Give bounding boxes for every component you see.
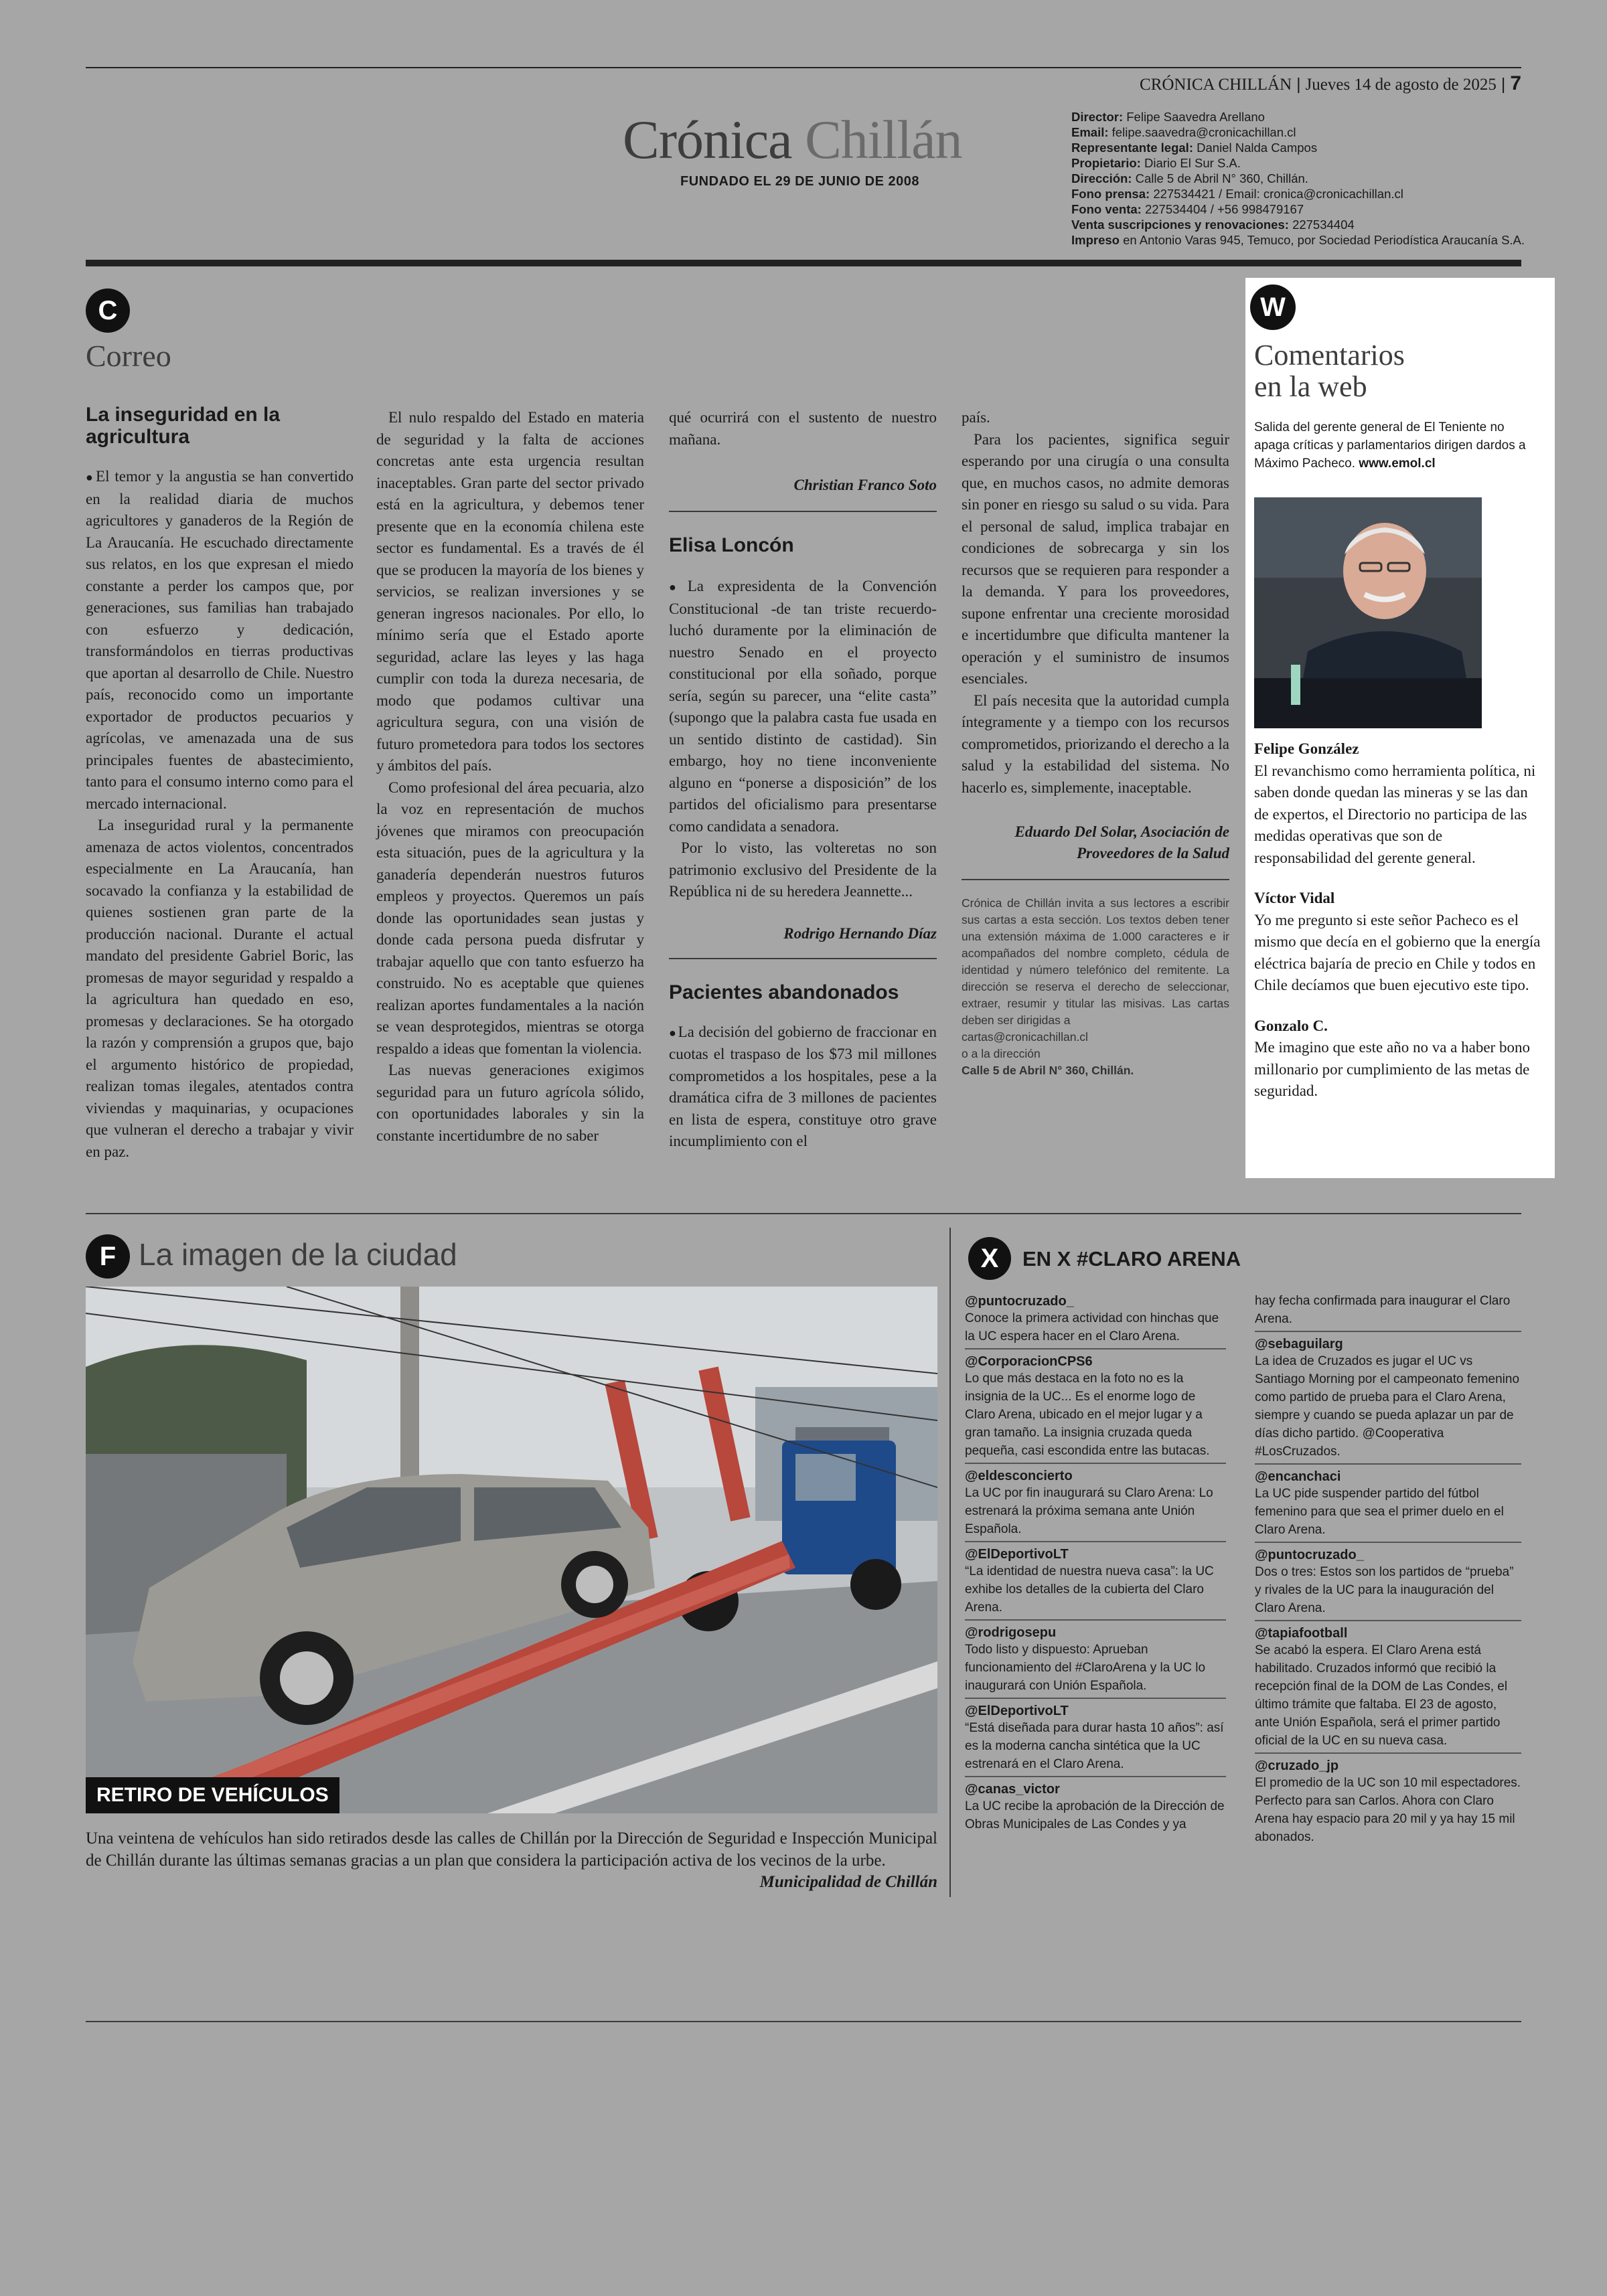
tweet-text: Conoce la primera actividad con hinchas que la UC espera hacer en el Claro Arena.: [965, 1311, 1219, 1343]
tow-truck-photo-image: [86, 1287, 937, 1813]
tweet-text: La UC recibe la aprobación de la Dirección de Obras Municipales de Las Condes y ya: [965, 1799, 1225, 1831]
letter-1-paragraph: El nulo respaldo del Estado en materia de seguridad y la falta de acciones concretas ante esta urgencia resultan inaceptables. Gran parte del sector privado está en la agricultura, y debemos tener presente que en la economía chilena este sector es fundamental. Es a través de él que se producen la mayoría de los bienes y servicios, se realizan inversiones y se generan ingresos nacionales. Por ello, lo mínimo sería que el Estado aporte seguridad, aclare las leyes y las haga cumplir con toda la dureza necesaria, de modo que podamos cultivar una agricultura segura, con una visión de futuro prometedora para todos los sectores y ámbitos del país.: [376, 409, 644, 774]
tweet-handle[interactable]: @CorporacionCPS6: [965, 1354, 1093, 1369]
letter-1-paragraph: qué ocurrirá con el sustento de nuestro mañana.: [669, 409, 937, 448]
photo-caption-tag: RETIRO DE VEHÍCULOS: [86, 1777, 339, 1813]
tweet-text: hay fecha confirmada para inaugurar el Claro Arena.: [1255, 1294, 1511, 1326]
tweet-divider: [965, 1541, 1226, 1542]
tweet-divider: [1255, 1542, 1521, 1543]
logo-cronica: Crónica: [623, 109, 792, 170]
correo-column-1: [86, 404, 354, 1163]
tweet-handle[interactable]: @cruzado_jp: [1255, 1758, 1339, 1773]
notice-or: o a la dirección: [962, 1047, 1041, 1060]
bottom-rule: [86, 2021, 1521, 2022]
notice-text: Crónica de Chillán invita a sus lectores a escribir sus cartas a esta sección. Los textos deben tener una extensión máxima de 1.000 caracteres e ir acompañados del nombre completo, cédula de identidad y número telefónico del remitente. La dirección se reserva el derecho de seleccionar, extraer, resumir y titular las misivas. Las cartas deben ser dirigidas a: [962, 896, 1229, 1027]
correo-badge: C: [86, 289, 130, 333]
column-divider: [949, 1228, 951, 1897]
staff-line: [1071, 155, 1527, 171]
letter-2-title: Elisa Loncón: [669, 534, 794, 556]
letter-3-paragraph: ● La decisión del gobierno de fraccionar en cuotas el traspaso de los $73 mil millones comprometidos a los hospitales, pese a la dramática cifra de 3 millones de pacientes en lista de espera, constituye otro grave incumplimiento con el: [669, 1021, 937, 1153]
web-source-link[interactable]: www.emol.cl: [1359, 457, 1436, 471]
notice-email[interactable]: cartas@cronicachillan.cl: [962, 1030, 1088, 1044]
correo-column-3: [669, 407, 937, 1153]
tweet-handle[interactable]: @ElDeportivoLT: [965, 1547, 1069, 1562]
letter-divider: [669, 511, 937, 512]
folio-name: CRÓNICA CHILLÁN: [1140, 76, 1292, 94]
letter-3-paragraph: Para los pacientes, significa seguir esperando por una cirugía o una consulta que, en muchos casos, no admite demoras sin poner en riesgo su salud o su vida. Para el personal de salud, implica trabajar en condiciones de sobrecarga y sin los recursos que se requieren para responder a la demanda. Y para los proveedores, supone enfrentar una creciente morosidad e incertidumbre que dificulta mantener la operación y el suministro de insumos esenciales.: [962, 430, 1229, 687]
letter-1-paragraph: ● El temor y la angustia se han convertido en la realidad diaria de muchos agricultores y ganaderos de la Región de La Araucanía. He escuchado directamente sus relatos, en los que expresan el miedo constante a perder los campos que, por generaciones, sus familias han trabajado con esfuerzo y dedicación, transformándolos en tierras productivas que aportan al desarrollo de Chile. Nuestro país, reconocido como un importante exportador de productos pecuarios y agrícolas, ve amenazada una de sus principales fuentes de abastecimiento, tanto para el consumo interno como para el mercado internacional.: [86, 466, 354, 815]
staff-line: [1071, 201, 1527, 217]
city-photo: [86, 1287, 937, 1813]
web-title-line-1: Comentarios: [1254, 339, 1405, 372]
tweet-handle[interactable]: @canas_victor: [965, 1782, 1060, 1797]
tweet-text: La idea de Cruzados es jugar el UC vs Santiago Morning por el campeonato femenino como partido de prueba para el Claro Arena, siempre y cuando se pueda aplazar un par de días dicho partido. @Cooperativa #LosCruzados.: [1255, 1354, 1520, 1459]
tweet-handle[interactable]: @puntocruzado_: [1255, 1548, 1364, 1562]
correo-column-2: [376, 407, 644, 1147]
staff-label: Email:: [1071, 125, 1109, 139]
letter-3-signature-line-2: Proveedores de la Salud: [1076, 845, 1229, 862]
staff-box: [1071, 109, 1527, 248]
staff-label: Venta suscripciones y renovaciones:: [1071, 218, 1289, 232]
tweet-divider: [1255, 1331, 1521, 1332]
tweet-handle[interactable]: @tapiafootball: [1255, 1626, 1348, 1641]
staff-label: Impreso: [1071, 233, 1120, 247]
web-intro-text: Salida del gerente general de El Teniente no apaga críticas y parlamentarios dirigen dardos a Máximo Pacheco.: [1254, 420, 1526, 471]
web-badge: W: [1250, 284, 1296, 330]
staff-line: [1071, 125, 1527, 140]
tweet-text: “Está diseñada para durar hasta 10 años”: así es la moderna cancha sintética que la UC estrenará en el Claro Arena.: [965, 1721, 1224, 1771]
page-number: 7: [1510, 72, 1521, 94]
masthead-logo: [623, 108, 962, 171]
staff-line: [1071, 217, 1527, 232]
tweet-handle[interactable]: @eldesconcierto: [965, 1469, 1073, 1483]
letter-2-signature: Rodrigo Hernando Díaz: [783, 924, 937, 942]
tweet-divider: [1255, 1620, 1521, 1621]
letter-1-title: La inseguridad en la agricultura: [86, 404, 281, 448]
web-comments-box: [1245, 278, 1555, 1178]
tweet-handle[interactable]: @rodrigosepu: [965, 1625, 1057, 1640]
commenter-name: Gonzalo C.: [1254, 1017, 1328, 1034]
letter-1-paragraph: Como profesional del área pecuaria, alzo la voz en representación de muchos jóvenes que miramos con preocupación esta situación, pues de la agricultura y la ganadería dependerán nuestros futuros empleos y proyectos. Queremos un país donde las oportunidades sean justas y donde cada persona pueda disfrutar y trabajar aquello que con tanto esfuerzo ha construido. No es aceptable que quienes realizan aportes fundamentales a la nación se vean desprotegidos, mientras se otorga respaldo a ideas que fomentan la violencia.: [376, 778, 644, 1057]
letter-3-signature: [962, 821, 1229, 864]
letter-1-paragraph: Las nuevas generaciones exigimos seguridad para un futuro agrícola sólido, con oportunidades laborales y sin la constante incertidumbre de no saber: [376, 1062, 644, 1144]
folio-date: Jueves 14 de agosto de 2025: [1305, 76, 1497, 94]
staff-line: [1071, 171, 1527, 186]
founded-line: FUNDADO EL 29 DE JUNIO DE 2008: [680, 174, 919, 189]
letter-1-end: [669, 407, 937, 450]
letter-2-body: [669, 576, 937, 903]
comment-text: Yo me pregunto si este señor Pacheco es el mismo que decía en el gobierno que la energía eléctrica bajaría de precio en Chile y todos en Chile decíamos que buen ejecutivo este tipo.: [1254, 911, 1541, 993]
web-comment: [1254, 738, 1542, 869]
photo-caption: [86, 1828, 937, 1894]
web-comment: [1254, 888, 1542, 997]
letter-3-signature-line-1: Eduardo Del Solar, Asociación de: [1014, 823, 1229, 840]
commenter-name: Felipe González: [1254, 740, 1359, 757]
staff-line: [1071, 140, 1527, 155]
letter-1-paragraph: La inseguridad rural y la permanente amenaza de actos violentos, concentrados especialmente en La Araucanía, han socavado la confianza y la estabilidad de quienes sostienen gran parte de la producción nacional. Durante el actual mandato del presidente Gabriel Boric, las promesas de mayor seguridad y respaldo a la agricultura han quedado en eso, promesas y declaraciones. Se ha otorgado la razón y comprensión a grupos que, bajo el argumento histórico de propiedad, realizan tomas ilegales, atentados contra viviendas y maquinarias, y ocupaciones que vulneran el derecho a trabajar y vivir en paz.: [86, 817, 354, 1160]
tweet-text: La UC pide suspender partido del fútbol femenino para que sea el primer duelo en el Claro Arena.: [1255, 1487, 1504, 1537]
correo-title: Correo: [86, 339, 171, 373]
staff-label: Propietario:: [1071, 156, 1141, 170]
tweet-text: Dos o tres: Estos son los partidos de “prueba” y rivales de la UC para la inauguración del Claro Arena.: [1255, 1565, 1514, 1615]
letter-1-body: [86, 466, 354, 1163]
letter-3-paragraph: El país necesita que la autoridad cumpla íntegramente y a tiempo con los recursos comprometidos, priorizando el derecho a la salud y la estabilidad del sistema. No hacerlo es, simplemente, inaceptable.: [962, 691, 1229, 796]
photo-credit: Municipalidad de Chillán: [759, 1873, 937, 1891]
web-title: [1254, 339, 1405, 402]
tweet-handle[interactable]: @ElDeportivoLT: [965, 1704, 1069, 1718]
staff-label: Dirección:: [1071, 171, 1132, 185]
staff-value: 227534404: [1292, 218, 1355, 232]
comment-text: El revanchismo como herramienta política, ni saben donde quedan las mineras y se las dan de expertos, el Directorio no participa de las medidas operativas que son de responsabilidad del gerente general.: [1254, 762, 1536, 866]
tweet-divider: [1255, 1463, 1521, 1465]
web-comments-list: [1254, 738, 1542, 1121]
letter-3-continued: [962, 407, 1229, 799]
man-portrait-image: [1254, 497, 1482, 728]
letter-3-paragraph: país.: [962, 409, 990, 426]
tweet-handle[interactable]: @encanchaci: [1255, 1469, 1341, 1484]
staff-value: Diario El Sur S.A.: [1144, 156, 1241, 170]
commenter-photo: [1254, 497, 1482, 728]
comment-text: Me imagino que este año no va a haber bono millonario por cumplimiento de las metas de seguridad.: [1254, 1039, 1530, 1099]
staff-value: 227534404 / +56 998479167: [1144, 202, 1304, 216]
letters-notice: [962, 895, 1229, 1079]
tweet-text: Todo listo y dispuesto: Aprueban funcionamiento del #ClaroArena y la UC lo inaugurará con Unión Española.: [965, 1643, 1206, 1693]
photo-caption-text: Una veintena de vehículos han sido retirados desde las calles de Chillán por la Dirección de Seguridad e Inspección Municipal de Chillán durante las últimas semanas gracias a un plan que considera la participación activa de los vecinos de la urbe.: [86, 1829, 937, 1870]
staff-value: Daniel Nalda Campos: [1197, 141, 1318, 155]
x-column-2: [1255, 1292, 1521, 1846]
web-intro: [1254, 418, 1542, 473]
section-divider: [86, 1213, 1521, 1214]
header-thick-rule: [86, 260, 1521, 266]
tweet-handle[interactable]: @sebaguilarg: [1255, 1337, 1343, 1351]
tweet-divider: [965, 1463, 1226, 1464]
tweet-text: El promedio de la UC son 10 mil espectadores. Perfecto para san Carlos. Ahora con Claro Arena hay espacio para 20 mil y ya hay 15 mil abonados.: [1255, 1776, 1521, 1844]
letter-2-paragraph: Por lo visto, las volteretas no son patrimonio exclusivo del Presidente de la República ni de su heredera Jeannette...: [669, 839, 937, 900]
letter-1-signature: Christian Franco Soto: [793, 477, 937, 493]
notice-address: Calle 5 de Abril N° 360, Chillán.: [962, 1064, 1134, 1077]
x-column-1: [965, 1293, 1226, 1833]
tweet-divider: [965, 1619, 1226, 1621]
tweet-text: “La identidad de nuestra nueva casa”: la UC exhibe los detalles de la cubierta del Claro Arena.: [965, 1564, 1214, 1615]
staff-line: [1071, 109, 1527, 125]
letter-divider: [669, 958, 937, 959]
letter-2-paragraph: ● La expresidenta de la Convención Constitucional -de tan triste recuerdo- luchó duramente por la eliminación de nuestro Senado en el proyecto constitucional por ella soñado, porque sería, según su parecer, una “elite casta” (supongo que la palabra casta fue usada en un sentido distinto de castidad). Sin embargo, hoy no tiene inconveniente alguno en “ponerse a disposición” de los partidos del oficialismo para presentarse como candidata a senadora.: [669, 576, 937, 837]
staff-value: en Antonio Varas 945, Temuco, por Sociedad Periodística Araucanía S.A.: [1123, 233, 1525, 247]
staff-value: Calle 5 de Abril N° 360, Chillán.: [1135, 171, 1308, 185]
staff-label: Fono prensa:: [1071, 187, 1150, 201]
tweet-handle[interactable]: @puntocruzado_: [965, 1294, 1074, 1309]
tweet-text: La UC por fin inaugurará su Claro Arena: Lo estrenará la próxima semana ante Unión Española.: [965, 1486, 1213, 1536]
top-rule: [86, 67, 1521, 68]
staff-label: Fono venta:: [1071, 202, 1142, 216]
staff-label: Representante legal:: [1071, 141, 1193, 155]
tweet-text: Lo que más destaca en la foto no es la insignia de la UC... Es el enorme logo de Claro Arena, ubicado en el mejor lugar y a gran tamaño. La insignia cruzada queda pequeña, casi escondida entre las butacas.: [965, 1372, 1210, 1458]
staff-line: [1071, 232, 1527, 248]
commenter-name: Víctor Vidal: [1254, 890, 1335, 906]
staff-value: felipe.saavedra@cronicachillan.cl: [1112, 125, 1296, 139]
folio: CRÓNICA CHILLÁN | Jueves 14 de agosto de 2025 | 7: [1140, 72, 1521, 94]
x-badge: X: [968, 1237, 1011, 1280]
tweet-divider: [965, 1698, 1226, 1699]
staff-value: Felipe Saavedra Arellano: [1126, 110, 1265, 124]
staff-value: 227534421 / Email: cronica@cronicachillan.cl: [1153, 187, 1403, 201]
tweet-divider: [965, 1348, 1226, 1349]
web-title-line-2: en la web: [1254, 370, 1367, 403]
tweet-divider: [1255, 1752, 1521, 1754]
logo-chillan: Chillán: [805, 109, 962, 170]
x-section-title: EN X #CLARO ARENA: [1022, 1247, 1241, 1270]
correo-column-4: [962, 407, 1229, 1079]
letter-3-title: Pacientes abandonados: [669, 981, 899, 1003]
staff-line: [1071, 186, 1527, 201]
web-comment: [1254, 1015, 1542, 1102]
staff-label: Director:: [1071, 110, 1124, 124]
letter-3-body: [669, 1021, 937, 1153]
tweet-text: Se acabó la espera. El Claro Arena está habilitado. Cruzados informó que recibió la recepción final de la DOM de Las Condes, el último trámite que faltaba. El 23 de agosto, ante Unión Española, será el primer partido oficial de la UC en su nueva casa.: [1255, 1643, 1508, 1748]
notice-divider: [962, 879, 1229, 880]
photo-section-title: La imagen de la ciudad: [139, 1237, 457, 1272]
tweet-divider: [965, 1776, 1226, 1777]
photo-badge: F: [86, 1234, 130, 1279]
